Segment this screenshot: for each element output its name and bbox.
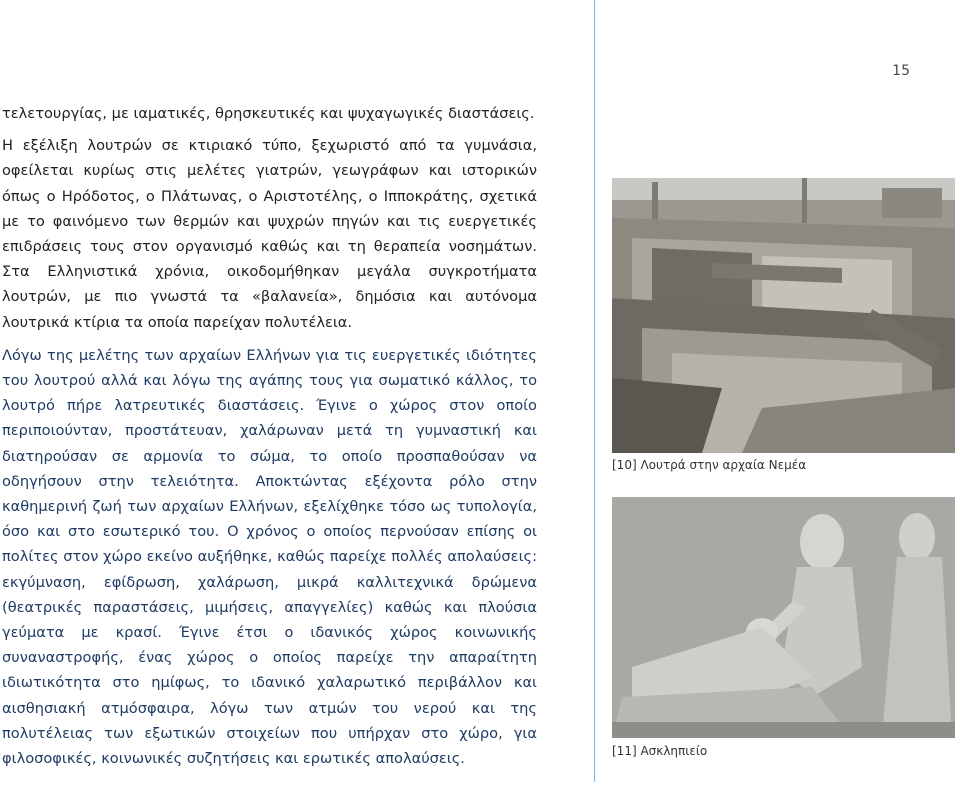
figure-caption-asklepieion: [11] Ασκληπιείο (612, 744, 708, 758)
figure-caption-nemea: [10] Λουτρά στην αρχαία Νεμέα (612, 458, 807, 472)
paragraph-2: Η εξέλιξη λουτρών σε κτιριακό τύπο, ξεχωριστό από τα γυμνάσια, οφείλεται κυρίως στις μελέτες γιατρών, γεωγράφων και ιστορικών όπως ο Ηρόδοτος, ο Πλάτωνας, ο Αριστοτέλης, ο Ιπποκράτης, σχετικά με το φαινόμενο των θερμών και ψυχρών πηγών και τις ευεργετικές επιδράσεις τους στον οργανισμό καθώς και τη θεραπεία νοσημάτων. Στα Ελληνιστικά χρόνια, οικοδομήθηκαν μεγάλα συγκροτήματα λουτρών, με πιο γνωστά τα «βαλανεία», δημόσια και αυτόνομα λουτρικά κτίρια τα οποία παρείχαν πολυτέλεια. (2, 137, 537, 331)
main-text-column (2, 101, 537, 771)
asklepieion-relief-photo (612, 497, 955, 738)
nemea-baths-photo (612, 178, 955, 453)
column-divider (594, 0, 595, 782)
paragraph-1: τελετουργίας, με ιαματικές, θρησκευτικές και ψυχαγωγικές διαστάσεις. (2, 105, 535, 122)
paragraph-3: Λόγω της μελέτης των αρχαίων Ελλήνων για τις ευεργετικές ιδιότητες του λουτρού αλλά και λόγω της αγάπης τους για σωματικό κάλλος, το λουτρό πήρε λατρευτικές διαστάσεις. Έγινε ο χώρος στον οποίο περιποιούνταν, προστάτευαν, χαλάρωναν μετά τη γυμναστική και διατηρούσαν σε αρμονία το σώμα, το οποίο προσπαθούσαν να οδηγήσουν στην τελειότητα. Αποκτώντας εξέχοντα ρόλο στην καθημερινή ζωή των αρχαίων Ελλήνων, εξελίχθηκε τόσο ως τυπολογία, όσο και στο εσωτερικό του. Ο χρόνος ο οποίος περνούσαν επίσης οι πολίτες στον χώρο εκείνο αυξήθηκε, καθώς παρείχε πολλές απολαύσεις: εκγύμναση, εφίδρωση, χαλάρωση, μικρά καλλιτεχνικά δρώμενα (θεατρικές παραστάσεις, μιμήσεις, απαγγελίες) καθώς και πλούσια γεύματα με κρασί. Έγινε έτσι ο ιδανικός χώρος κοινωνικής συναναστροφής, ένας χώρος ο οποίος παρείχε την απαραίτητη ιδιωτικότητα στο ημίφως, το ιδανικό χαλαρωτικό περιβάλλον και αισθησιακή ατμόσφαιρα, λόγω των ατμών του νερού και της πολυτέλειας των εξωτικών στοιχείων που υπήρχαν στο χώρο, για φιλοσοφικές, κοινωνικές συζητήσεις και ερωτικές απολαύσεις. (2, 346, 537, 768)
page-number: 15 (892, 63, 910, 79)
